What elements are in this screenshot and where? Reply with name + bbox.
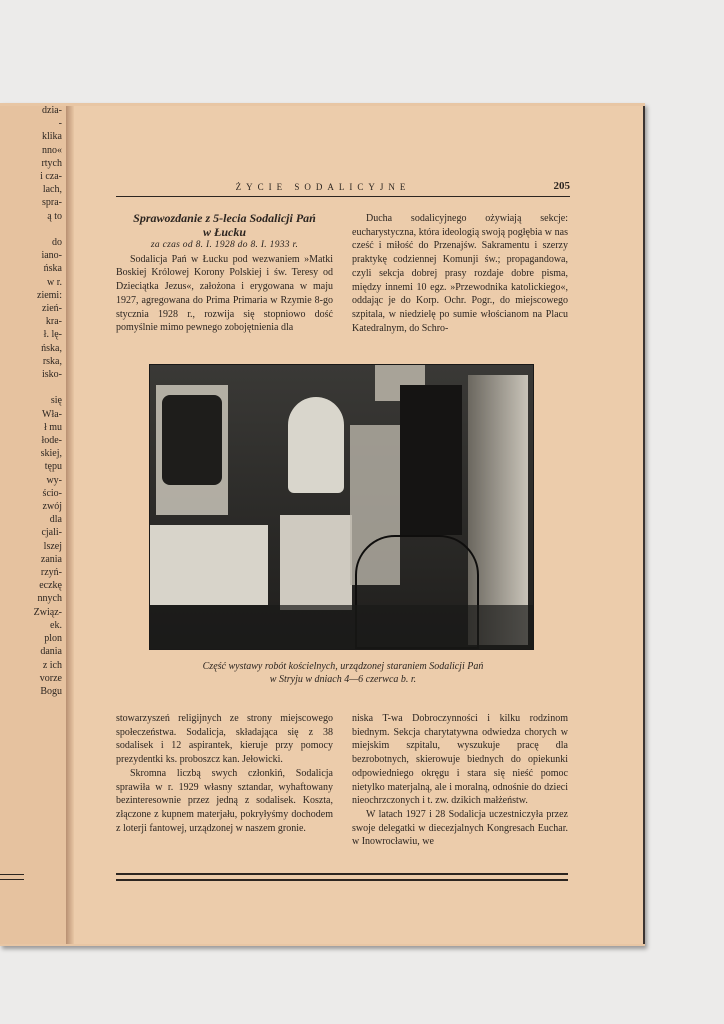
left-page-fragment: wy- bbox=[46, 474, 62, 486]
left-page-fragment: plon bbox=[44, 633, 62, 645]
article-paragraph: Skromna liczbą swych członkiń, Sodalicja sprawiła w r. 1929 własny sztandar, wyhaftowany bezinteresownie przez jedną z sodalisek. Koszta, złączone z kupnem materjału, pokryłyśmy dochodem z loterji fantowej, urządzonej w naszem gronie. bbox=[116, 767, 333, 834]
column-1-bottom bbox=[116, 712, 333, 835]
exhibition-photo bbox=[149, 364, 534, 650]
photo-caption bbox=[116, 660, 570, 686]
book-gutter bbox=[66, 106, 74, 944]
left-page-fragment: ziemi: bbox=[37, 289, 62, 301]
left-page-fragment: dania bbox=[40, 646, 62, 658]
left-page-fragment bbox=[0, 381, 62, 394]
photo-altar-cloth bbox=[280, 515, 352, 610]
left-page-fragment: rtych bbox=[41, 157, 62, 169]
left-page-rule-top bbox=[0, 874, 24, 875]
left-page-fragment: Bogu bbox=[40, 685, 62, 697]
article-title-line-1: Sprawozdanie z 5-lecia Sodalicji Pań bbox=[133, 211, 316, 225]
left-page-fragment: zwój bbox=[42, 501, 62, 513]
left-page-fragment: tępu bbox=[44, 461, 62, 473]
left-page-fragment: kra- bbox=[45, 316, 62, 328]
caption-line-1: Część wystawy robót kościelnych, urządzonej staraniem Sodalicji Pań bbox=[202, 661, 484, 672]
left-page-fragment: ńska, bbox=[41, 342, 62, 354]
left-page-fragment: ą to bbox=[47, 210, 62, 222]
photo-floor bbox=[150, 605, 533, 649]
left-page-fragment: dla bbox=[49, 514, 62, 526]
column-2-top bbox=[352, 212, 568, 335]
left-page-fragment: eczkę bbox=[39, 580, 62, 592]
footer-rule-top bbox=[116, 873, 568, 875]
left-page-text-fragments bbox=[0, 104, 66, 698]
left-page-fragment: zień- bbox=[42, 303, 62, 315]
left-page-fragment: spra- bbox=[42, 197, 62, 209]
left-page-fragment: ł. lę- bbox=[43, 329, 62, 341]
left-page-fragment: nnych bbox=[37, 593, 62, 605]
left-page-fragment: - bbox=[58, 118, 62, 130]
left-page-fragment: ścio- bbox=[42, 487, 62, 499]
left-page-fragment: ńska bbox=[43, 263, 62, 275]
left-page-fragment: w r. bbox=[47, 276, 62, 288]
left-page-fragment: się bbox=[50, 395, 62, 407]
article-paragraph: Sodalicja Pań w Łucku pod wezwaniem »Matki Boskiej Królowej Korony Polskiej i św. Teresy od Dzieciątka Jezus«, założona i erygowana w maju 1927, agregowana do Prima Primaria w Rzymie 8-go stycznia 1928 r., rozwija się stopniowo dość pomyślnie mimo pewnego zobojętnienia dla bbox=[116, 253, 333, 334]
column-1-top bbox=[116, 212, 333, 335]
left-page-fragment: skiej, bbox=[40, 448, 62, 460]
footer-rule-bottom bbox=[116, 879, 568, 881]
left-page-fragment: Związ- bbox=[33, 606, 62, 618]
photo-dark-vestment bbox=[400, 385, 462, 535]
left-page-fragment: dzia- bbox=[42, 105, 62, 116]
left-page-rule-bottom bbox=[0, 879, 24, 880]
page-number: 205 bbox=[553, 180, 570, 192]
left-page-fragment: iano- bbox=[41, 250, 62, 262]
left-page-fragment: ek. bbox=[50, 619, 62, 631]
left-page-fragment: rzyń- bbox=[40, 567, 62, 579]
left-page-fragment: Wła- bbox=[42, 408, 62, 420]
photo-embroidered-table bbox=[150, 525, 268, 605]
page-header bbox=[116, 180, 570, 197]
left-page-fragment: łode- bbox=[41, 435, 62, 447]
left-page-fragment: zania bbox=[40, 553, 62, 565]
left-page-fragment bbox=[0, 223, 62, 236]
left-page-fragment: ł mu bbox=[43, 421, 62, 433]
photo-chasuble bbox=[288, 397, 344, 493]
left-page-fragment: lach, bbox=[42, 184, 62, 196]
left-page-fragment: vorze bbox=[39, 672, 62, 684]
article-paragraph: stowarzyszeń religijnych ze strony miejscowego społeczeństwa. Sodalicja, składająca się z 38 sodalisek i 12 aspirantek, kieruje przy pomocy prezydentki ks. proboszcz kan. Jełowicki. bbox=[116, 713, 333, 766]
left-page-fragment: klika bbox=[42, 131, 62, 143]
photo-vestment-dark bbox=[162, 395, 222, 485]
column-2-bottom bbox=[352, 712, 568, 849]
running-head: ŻYCIE SODALICYJNE bbox=[235, 182, 411, 192]
left-page-fragment: do bbox=[52, 237, 62, 249]
left-page-fragment: rska, bbox=[42, 355, 62, 367]
article-subtitle: za czas od 8. I. 1928 do 8. I. 1933 r. bbox=[150, 240, 299, 250]
article-title-line-2: w Łucku bbox=[202, 224, 246, 239]
left-page-fragment: i cza- bbox=[40, 171, 62, 183]
article-paragraph: Ducha sodalicyjnego ożywiają sekcje: eucharystyczna, która ideologią swoją pogłębia w nas cześć i miłość do Przenajśw. Sakramentu i szerzy praktykę codziennej Komunji św.; propagandowa, czyli sekcja dobrej prasy rozdaje dobre pisma, między innemi 10 egz. »Przewodnika katolickiego«, oddając je do Korp. Ochr. Pogr., do miejscowego szpitala, w niedzielę po sumie włościanom na Placu Katedralnym, do Schro- bbox=[352, 213, 568, 334]
left-page-fragment: isko- bbox=[42, 369, 62, 381]
article-title bbox=[116, 212, 333, 239]
caption-line-2: w Stryju w dniach 4—6 czerwca b. r. bbox=[269, 674, 417, 685]
left-page-fragment: lszej bbox=[43, 540, 62, 552]
article-paragraph: W latach 1927 i 28 Sodalicja uczestniczyła przez swoje delegatki w diecezjalnych Kongresach Euchar. w Inowrocławiu, we bbox=[352, 808, 568, 848]
left-page-fragment: nno« bbox=[42, 144, 62, 156]
left-page-fragment: cjali- bbox=[41, 527, 62, 539]
left-page-fragment: z ich bbox=[42, 659, 62, 671]
article-paragraph: niska T-wa Dobroczynności i kilku rodzinom biednym. Sekcja charytatywna odwiedza chorych w miejskim szpitalu, wyszukuje pracę dla bezrobotnych, skierowuje biednych do opiekunki odpowiedniego okręgu i stara się nieść pomoc nietylko materjalną, ale i moralną, odnośnie do dzieci nieochrzczonych i t. zw. dzikich małżeństw. bbox=[352, 713, 568, 807]
